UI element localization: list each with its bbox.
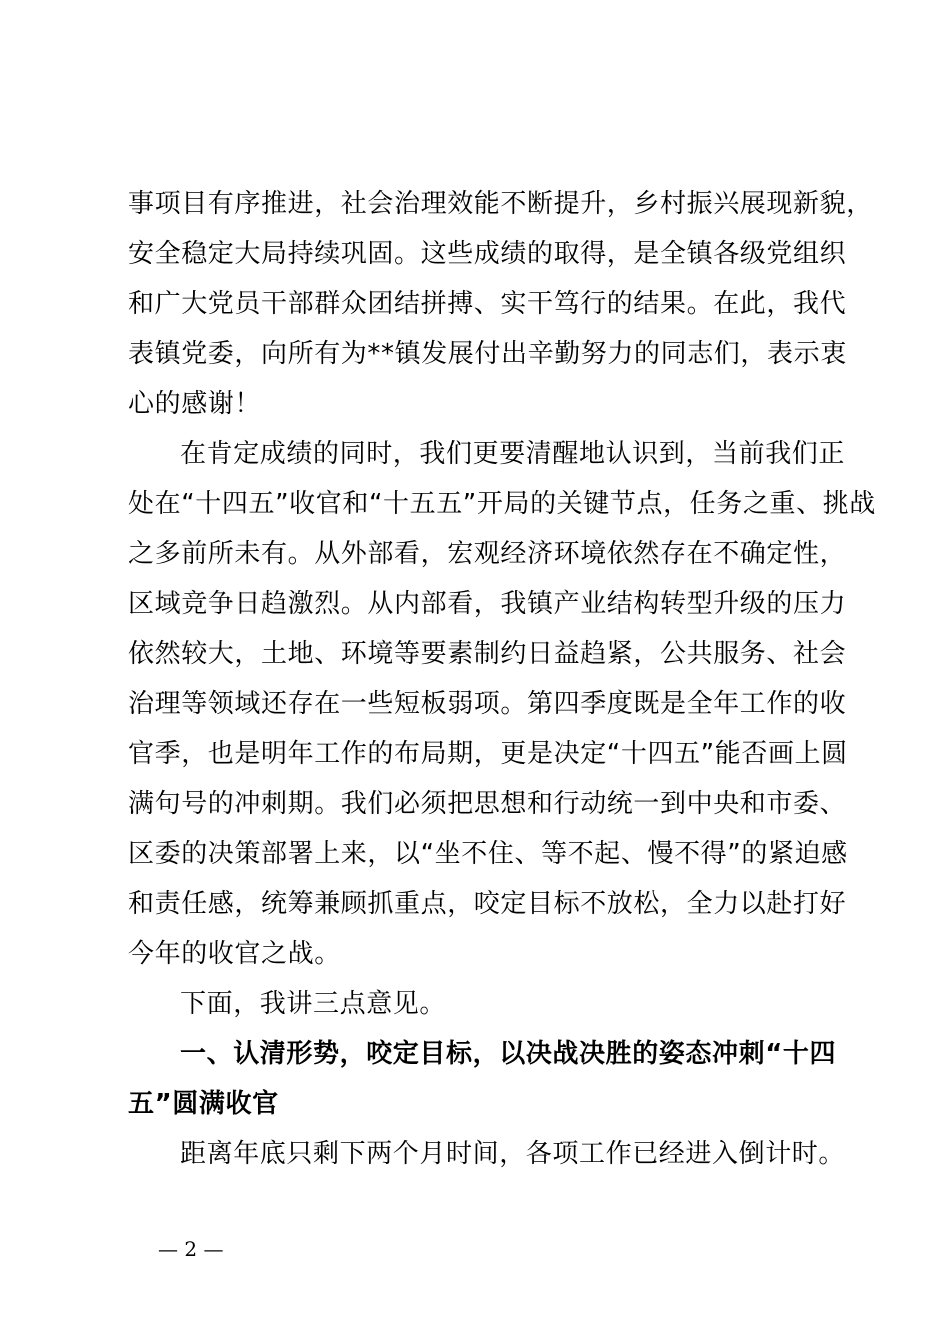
section-heading-line: 五”圆满收官 (128, 1089, 279, 1119)
text-line: 治理等领域还存在一些短板弱项。第四季度既是全年工作的收 (128, 689, 847, 719)
text-line: 之多前所未有。从外部看，宏观经济环境依然存在不确定性， (128, 539, 847, 569)
text-line: 事项目有序推进，社会治理效能不断提升，乡村振兴展现新貌， (128, 189, 873, 219)
text-line: 和责任感，统筹兼顾抓重点，咬定目标不放松，全力以赴打好 (128, 889, 847, 919)
section-heading-line: 一、认清形势，咬定目标，以决战决胜的姿态冲刺“十四 (180, 1039, 837, 1069)
text-line: 今年的收官之战。 (128, 939, 341, 969)
text-line: 依然较大，土地、环境等要素制约日益趋紧，公共服务、社会 (128, 639, 847, 669)
text-line: 区委的决策部署上来，以“坐不住、等不起、慢不得”的紧迫感 (128, 839, 848, 869)
text-line: 处在“十四五”收官和“十五五”开局的关键节点，任务之重、挑战 (128, 489, 876, 519)
text-line: 心的感谢！ (128, 389, 262, 419)
text-line: 和广大党员干部群众团结拼搏、实干笃行的结果。在此，我代 (128, 289, 847, 319)
page-number: — 2 — (158, 1237, 224, 1261)
text-line: 满句号的冲刺期。我们必须把思想和行动统一到中央和市委、 (128, 789, 847, 819)
paragraph-start-line: 距离年底只剩下两个月时间，各项工作已经进入倒计时。 (180, 1139, 846, 1169)
text-line: 表镇党委，向所有为**镇发展付出辛勤努力的同志们，表示衷 (128, 339, 847, 369)
paragraph-start-line: 在肯定成绩的同时，我们更要清醒地认识到，当前我们正 (180, 439, 846, 469)
text-line: 安全稳定大局持续巩固。这些成绩的取得，是全镇各级党组织 (128, 239, 847, 269)
text-line: 官季，也是明年工作的布局期，更是决定“十四五”能否画上圆 (128, 739, 848, 769)
text-line: 区域竞争日趋激烈。从内部看，我镇产业结构转型升级的压力 (128, 589, 847, 619)
paragraph-start-line: 下面，我讲三点意见。 (180, 989, 447, 1019)
